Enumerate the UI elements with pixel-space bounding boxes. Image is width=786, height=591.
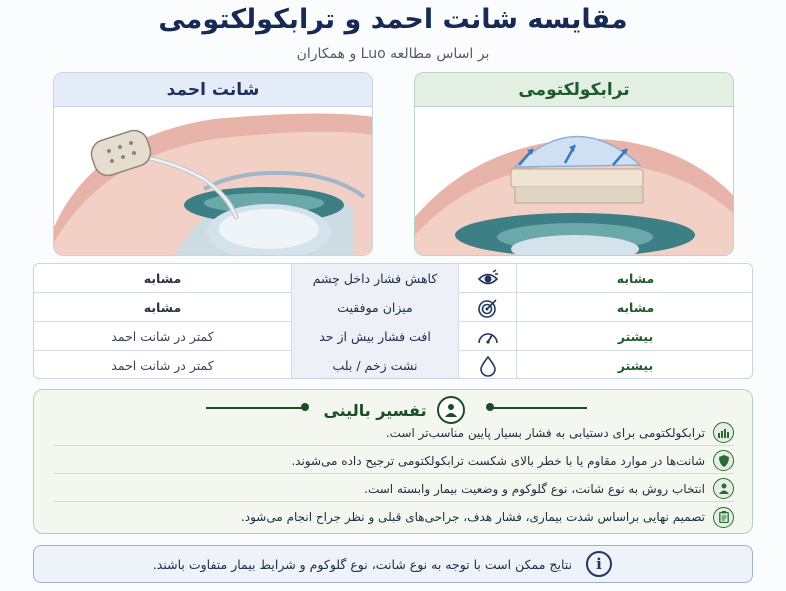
trabeculectomy-label: ترابکولکتومی xyxy=(415,73,733,107)
drop-icon xyxy=(459,351,517,379)
table-row xyxy=(34,322,753,351)
list-item xyxy=(54,504,734,530)
shield-icon xyxy=(713,450,734,471)
parameter-label: میزان موفقیت xyxy=(291,293,459,322)
comparison-table xyxy=(33,263,753,379)
note-box xyxy=(33,545,753,583)
trabeculectomy-value: مشابه xyxy=(616,300,655,315)
ahmed-shunt-label: شانت احمد xyxy=(54,73,372,107)
note-text: نتایج ممکن است با توجه به نوع شانت، نوع گلوکوم و شرایط بیمار متفاوت باشند. xyxy=(152,556,572,572)
clinical-interpretation-box xyxy=(33,389,753,534)
ahmed-value: کمتر در شانت احمد xyxy=(111,358,214,373)
page-title: مقایسه شانت احمد و ترابکولکتومی xyxy=(158,4,628,35)
target-icon xyxy=(459,293,517,322)
info-icon: i xyxy=(586,551,612,577)
table-row xyxy=(34,264,753,293)
gauge-icon xyxy=(459,322,517,351)
clinical-item-text: ترابکولکتومی برای دستیابی به فشار بسیار پایین مناسب‌تر است. xyxy=(385,425,705,440)
trabeculectomy-value: مشابه xyxy=(616,271,655,286)
page-subtitle: بر اساس مطالعه Luo و همکاران xyxy=(296,46,490,62)
table-row xyxy=(34,293,753,322)
parameter-label: افت فشار بیش از حد xyxy=(291,322,459,351)
clinical-item-text: تصمیم نهایی براساس شدت بیماری، فشار هدف، جراحی‌های قبلی و نظر جراح انجام می‌شود. xyxy=(240,510,705,524)
eye-pressure-icon xyxy=(459,264,517,293)
list-item xyxy=(54,476,734,502)
parameter-label: کاهش فشار داخل چشم xyxy=(291,264,459,293)
ahmed-value: مشابه xyxy=(143,300,182,315)
trabeculectomy-panel xyxy=(414,72,734,256)
clipboard-icon xyxy=(713,507,734,528)
list-item xyxy=(54,448,734,474)
trabeculectomy-illustration xyxy=(415,107,734,256)
ahmed-value: کمتر در شانت احمد xyxy=(111,329,214,344)
ahmed-shunt-illustration xyxy=(54,107,373,256)
ahmed-value: مشابه xyxy=(143,271,182,286)
parameter-label: نشت زخم / بلب xyxy=(291,351,459,379)
clinical-item-text: انتخاب روش به نوع شانت، نوع گلوکوم و وضعیت بیمار وابسته است. xyxy=(364,481,705,496)
bar-chart-icon xyxy=(713,422,734,443)
trabeculectomy-value: بیشتر xyxy=(617,358,654,373)
clinical-item-text: شانت‌ها در موارد مقاوم یا با خطر بالای شکست ترابکولکتومی ترجیح داده می‌شوند. xyxy=(291,453,705,468)
clinical-title: تفسیر بالینی xyxy=(323,400,427,420)
ahmed-shunt-panel xyxy=(53,72,373,256)
list-item xyxy=(54,420,734,446)
person-icon xyxy=(713,478,734,499)
table-row xyxy=(34,351,753,379)
trabeculectomy-value: بیشتر xyxy=(617,329,654,344)
